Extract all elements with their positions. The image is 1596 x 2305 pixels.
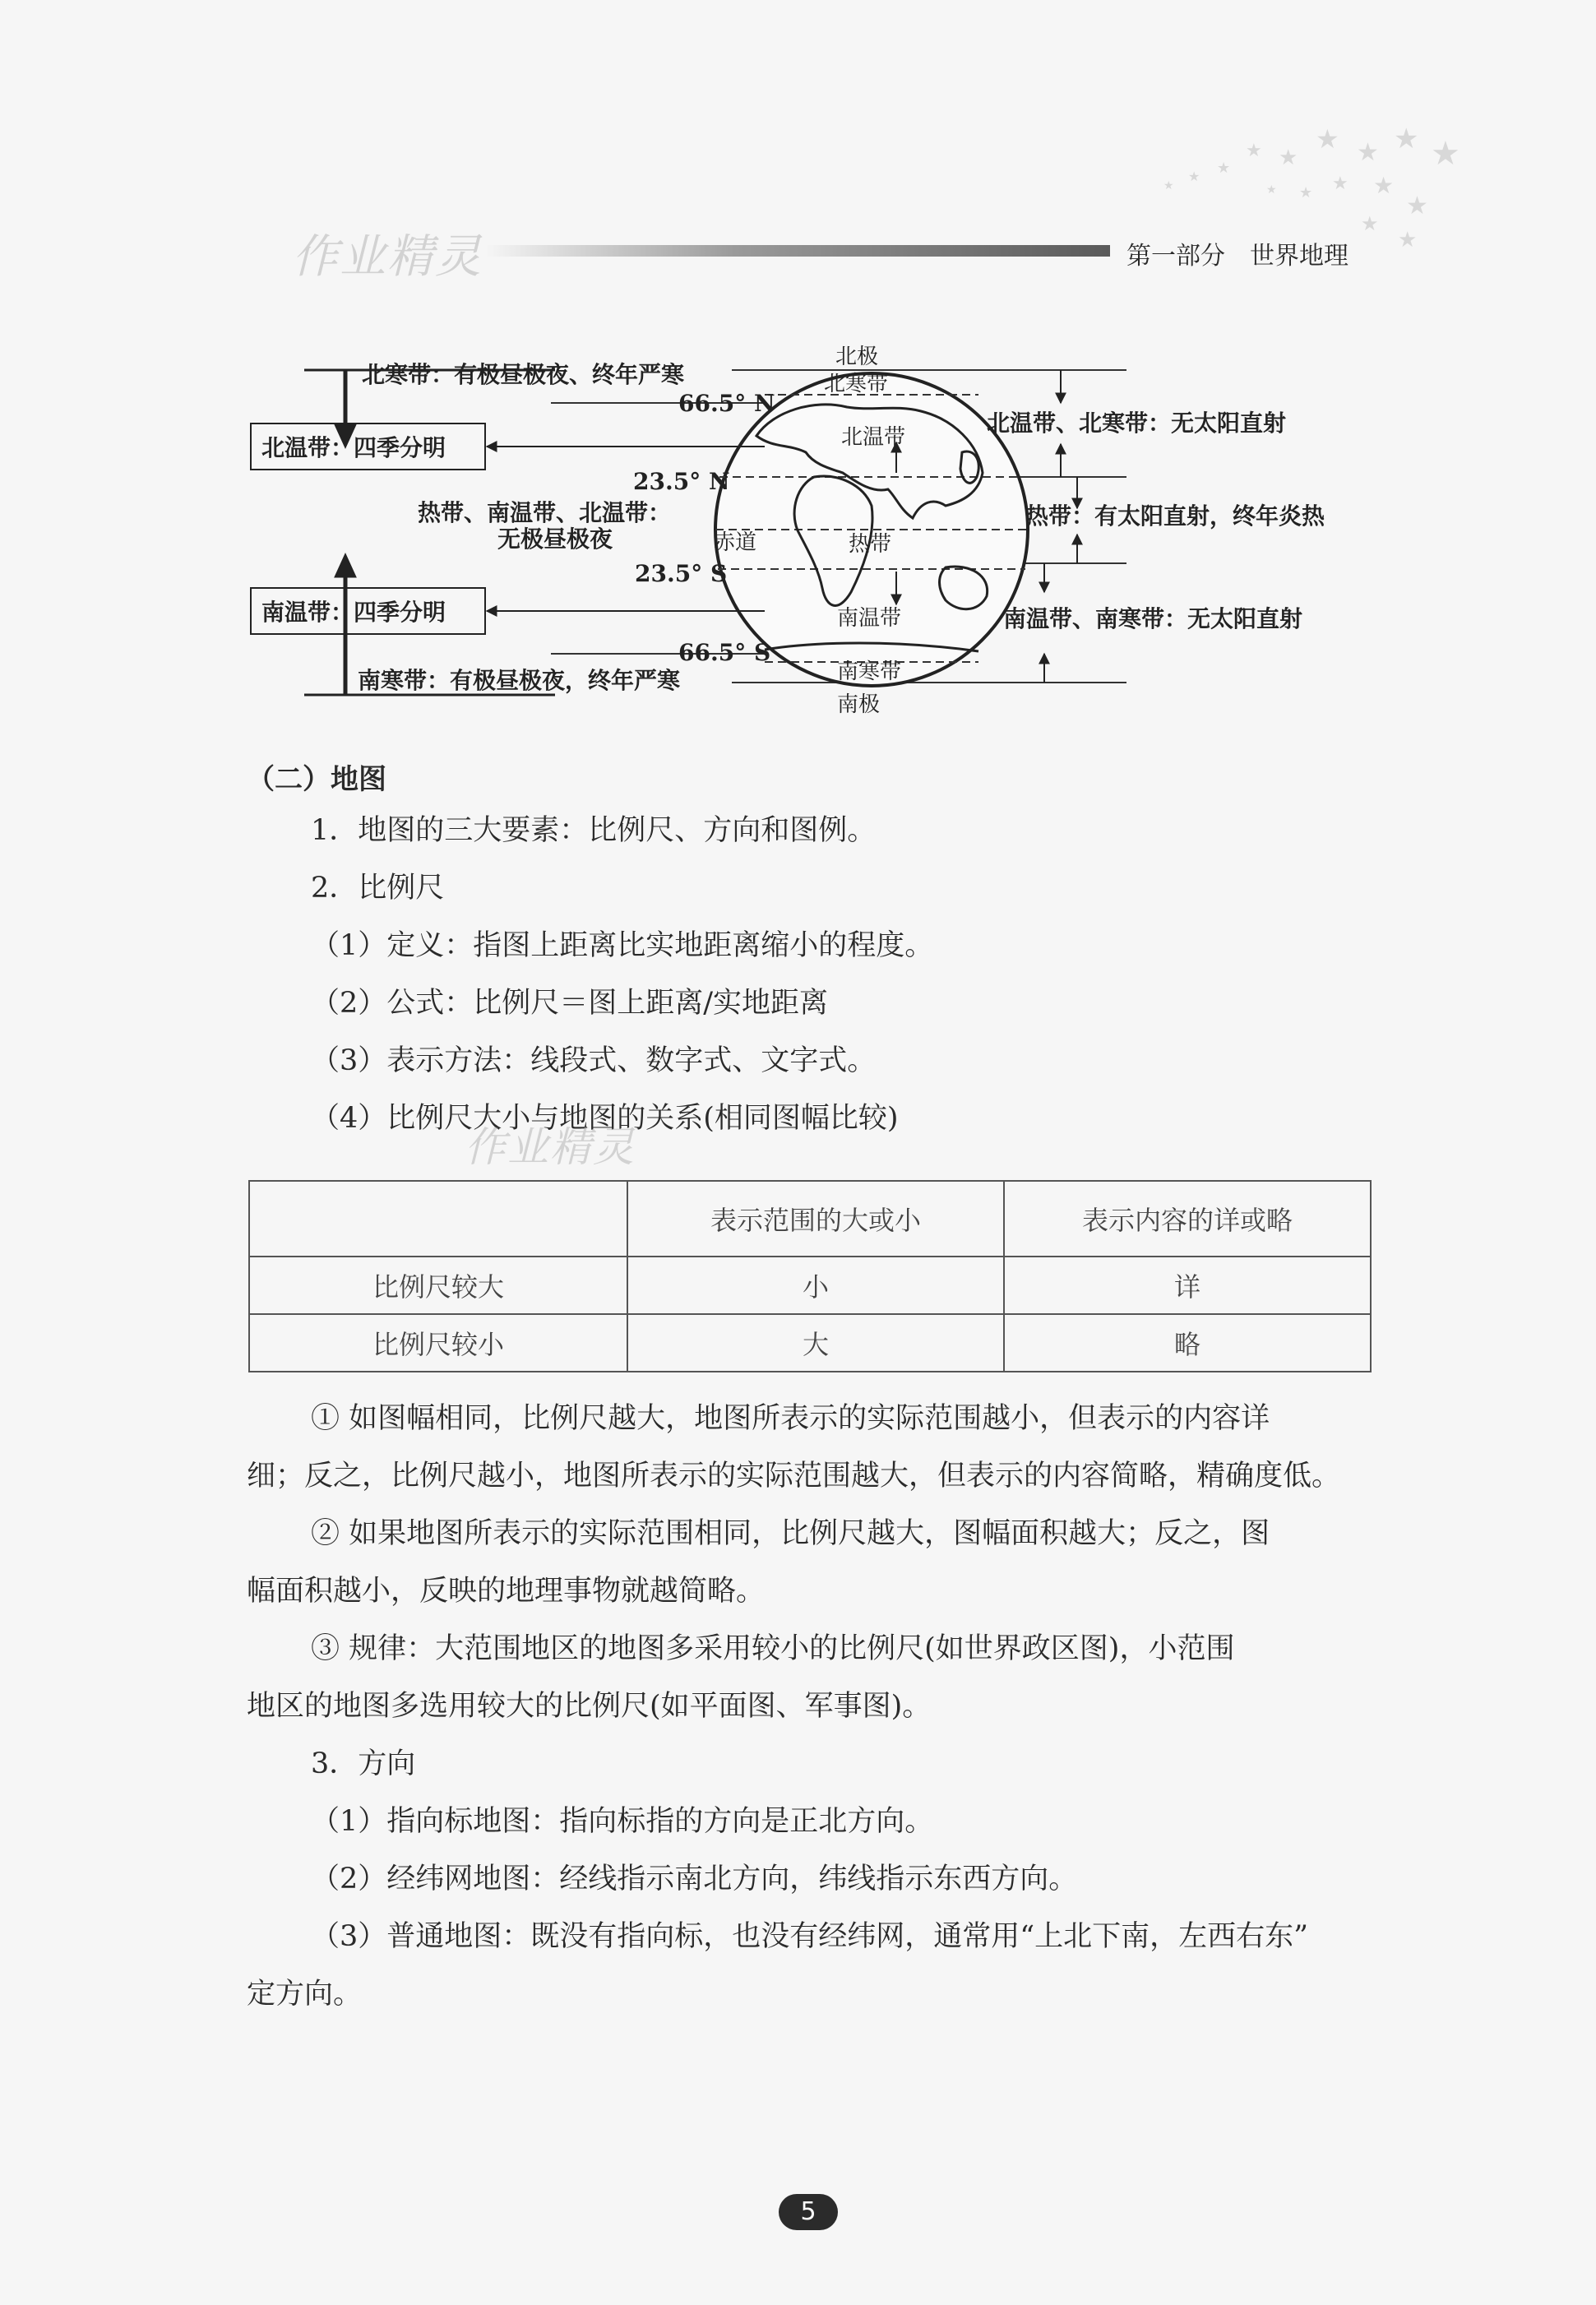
table-header-cell: 表示范围的大或小 (627, 1181, 1004, 1257)
header-rule (485, 245, 1110, 257)
table-cell: 比例尺较小 (249, 1314, 627, 1372)
label-tropic-line2: 无极昼极夜 (497, 525, 613, 553)
label-globe-north-temperate: 北温带 (841, 425, 906, 450)
item-1: 1．地图的三大要素：比例尺、方向和图例。 (311, 814, 877, 847)
table-row (249, 1257, 1371, 1314)
label-south-temperate-box: 南温带：四季分明 (261, 599, 446, 626)
note-3-line-1: ③ 规律：大范围地区的地图多采用较小的比例尺(如世界政区图)，小范围 (311, 1632, 1235, 1665)
svg-text:★: ★ (1217, 160, 1231, 177)
note-3-line-2: 地区的地图多选用较大的比例尺(如平面图、军事图)。 (247, 1690, 932, 1723)
svg-text:★: ★ (1373, 172, 1395, 199)
svg-text:★: ★ (1246, 141, 1262, 161)
note-1-line-2: 细；反之，比例尺越小，地图所表示的实际范围越大，但表示的内容简略，精确度低。 (247, 1460, 1341, 1493)
section-title: 第一部分 世界地理 (1126, 242, 1349, 271)
scale-comparison-table (248, 1180, 1372, 1372)
label-globe-north-frigid: 北寒带 (824, 372, 889, 396)
label-lat-s665: 66.5° S (678, 639, 771, 666)
item-3-1: （1）指向标地图：指向标指的方向是正北方向。 (311, 1805, 934, 1838)
label-south-frigid: 南寒带：有极昼极夜，终年严寒 (358, 667, 681, 694)
table-cell: 大 (627, 1314, 1004, 1372)
table-header-row (249, 1181, 1371, 1257)
logo-watermark: 作业精灵 (292, 230, 483, 284)
table-cell: 比例尺较大 (249, 1257, 627, 1314)
table-header-cell: 表示内容的详或略 (1004, 1181, 1371, 1257)
table-cell: 略 (1004, 1314, 1371, 1372)
label-globe-south-frigid: 南寒带 (837, 660, 902, 684)
item-3-3-line-2: 定方向。 (247, 1978, 363, 2011)
svg-text:★: ★ (1316, 123, 1339, 155)
label-lat-s235: 23.5° S (635, 560, 728, 587)
section-heading: （二）地图 (247, 763, 386, 796)
item-2-1: （1）定义：指图上距离比实地距离缩小的程度。 (311, 929, 934, 962)
label-north-frigid: 北寒带：有极昼极夜、终年严寒 (362, 361, 685, 388)
svg-text:★: ★ (1361, 212, 1379, 235)
note-2-line-2: 幅面积越小，反映的地理事物就越简略。 (247, 1575, 766, 1608)
label-right-south: 南温带、南寒带：无太阳直射 (1003, 605, 1303, 632)
climate-zones-diagram (238, 329, 1390, 732)
stars-decoration (1069, 115, 1464, 255)
item-3-3-line-1: （3）普通地图：既没有指向标，也没有经纬网，通常用“上北下南，左西右东” (311, 1920, 1309, 1953)
svg-text:★: ★ (1299, 184, 1313, 201)
label-equator: 赤道 (714, 530, 757, 555)
note-1-line-1: ① 如图幅相同，比例尺越大，地图所表示的实际范围越小，但表示的内容详 (311, 1402, 1270, 1435)
item-2-4: （4）比例尺大小与地图的关系(相同图幅比较) (311, 1102, 899, 1135)
svg-text:★: ★ (1394, 123, 1419, 155)
table-header-cell (249, 1181, 627, 1257)
svg-text:★: ★ (1357, 138, 1379, 167)
label-tropic-line1: 热带、南温带、北温带： (418, 499, 672, 526)
item-2-3: （3）表示方法：线段式、数字式、文字式。 (311, 1044, 877, 1077)
label-lat-n665: 66.5° N (678, 390, 775, 417)
svg-text:★: ★ (1188, 169, 1200, 184)
note-2-line-1: ② 如果地图所表示的实际范围相同，比例尺越大，图幅面积越大；反之，图 (311, 1517, 1270, 1550)
table-cell: 详 (1004, 1257, 1371, 1314)
svg-text:★: ★ (1398, 228, 1418, 252)
label-south-pole: 南极 (837, 692, 881, 717)
label-right-north: 北温带、北寒带：无太阳直射 (987, 410, 1287, 437)
svg-text:★: ★ (1279, 146, 1298, 170)
item-3: 3．方向 (311, 1747, 416, 1780)
svg-text:★: ★ (1163, 179, 1174, 192)
svg-text:★: ★ (1266, 183, 1277, 197)
table-cell: 小 (627, 1257, 1004, 1314)
label-lat-n235: 23.5° N (633, 468, 730, 495)
label-tropical: 热带 (849, 532, 892, 557)
page-number: 5 (779, 2194, 838, 2230)
label-north-temperate-box: 北温带：四季分明 (261, 434, 446, 461)
svg-text:★: ★ (1431, 135, 1460, 173)
table-row (249, 1314, 1371, 1372)
item-2-2: （2）公式：比例尺＝图上距离/实地距离 (311, 987, 829, 1020)
svg-text:★: ★ (1406, 192, 1428, 220)
label-right-tropical: 热带：有太阳直射，终年炎热 (1025, 502, 1325, 530)
svg-text:★: ★ (1332, 174, 1349, 194)
page-watermark: 作业精灵 (465, 1123, 636, 1171)
label-north-pole: 北极 (835, 345, 879, 369)
item-3-2: （2）经纬网地图：经线指示南北方向，纬线指示东西方向。 (311, 1863, 1078, 1895)
label-globe-south-temperate: 南温带 (837, 606, 902, 631)
item-2: 2．比例尺 (311, 872, 445, 905)
